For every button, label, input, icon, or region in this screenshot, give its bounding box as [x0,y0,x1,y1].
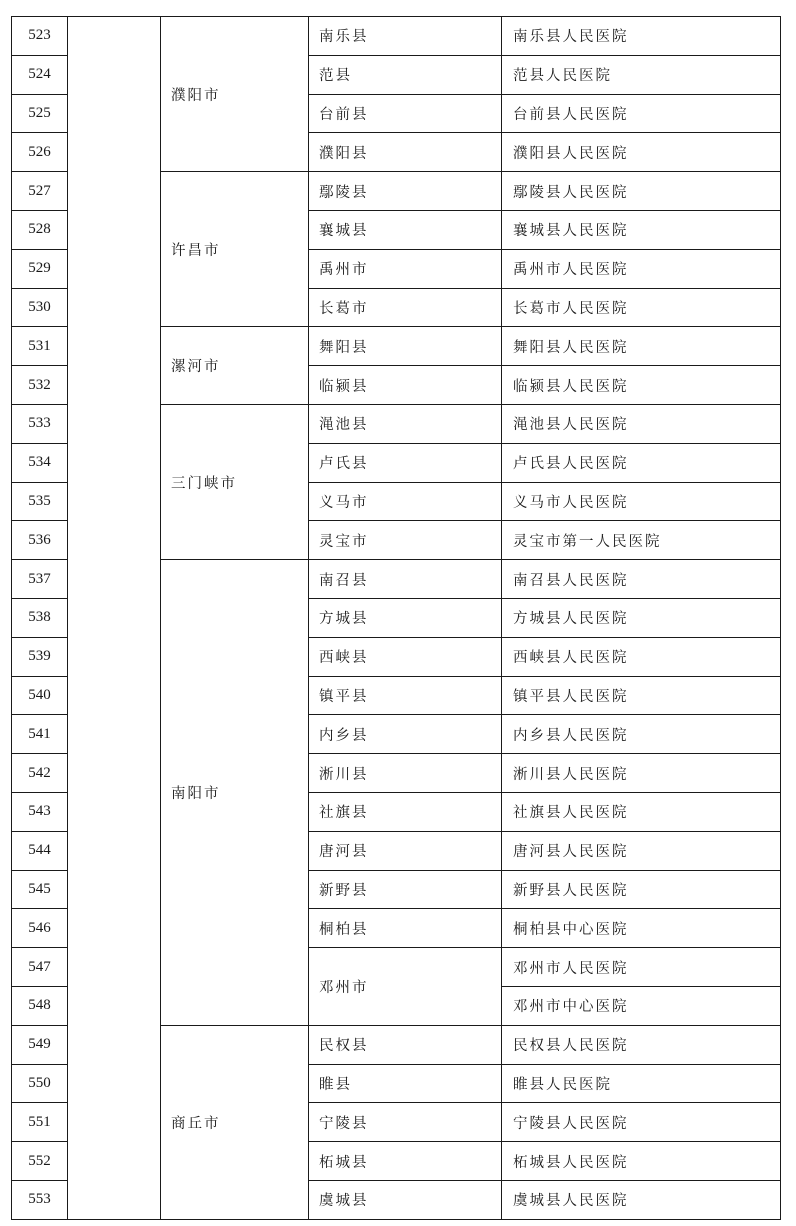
county-cell: 民权县 [309,1025,502,1064]
county-cell: 西峡县 [309,637,502,676]
row-number: 527 [12,172,68,211]
county-cell: 灵宝市 [309,521,502,560]
row-number: 552 [12,1142,68,1181]
county-cell: 内乡县 [309,715,502,754]
county-cell: 南召县 [309,560,502,599]
hospital-cell: 临颍县人民医院 [502,366,781,405]
county-cell: 南乐县 [309,17,502,56]
city-cell: 漯河市 [161,327,309,405]
row-number: 524 [12,55,68,94]
hospital-cell: 虞城县人民医院 [502,1180,781,1219]
hospital-cell: 唐河县人民医院 [502,831,781,870]
county-cell: 鄢陵县 [309,172,502,211]
hospital-cell: 新野县人民医院 [502,870,781,909]
hospital-cell: 鄢陵县人民医院 [502,172,781,211]
county-cell: 唐河县 [309,831,502,870]
hospital-cell: 南乐县人民医院 [502,17,781,56]
county-cell: 范县 [309,55,502,94]
table-body [12,17,781,1220]
county-cell: 台前县 [309,94,502,133]
hospital-cell: 邓州市中心医院 [502,986,781,1025]
hospital-cell: 襄城县人民医院 [502,210,781,249]
county-cell: 方城县 [309,598,502,637]
row-number: 543 [12,792,68,831]
hospital-cell: 桐柏县中心医院 [502,909,781,948]
row-number: 538 [12,598,68,637]
hospital-cell: 灵宝市第一人民医院 [502,521,781,560]
row-number: 548 [12,986,68,1025]
hospital-cell: 民权县人民医院 [502,1025,781,1064]
row-number: 525 [12,94,68,133]
row-number: 535 [12,482,68,521]
row-number: 537 [12,560,68,599]
row-number: 530 [12,288,68,327]
hospital-list-table [11,16,781,1220]
hospital-cell: 内乡县人民医院 [502,715,781,754]
hospital-cell: 柘城县人民医院 [502,1142,781,1181]
hospital-cell: 义马市人民医院 [502,482,781,521]
hospital-cell: 方城县人民医院 [502,598,781,637]
county-cell: 淅川县 [309,754,502,793]
county-cell: 临颍县 [309,366,502,405]
hospital-cell: 濮阳县人民医院 [502,133,781,172]
city-cell: 三门峡市 [161,404,309,559]
county-cell: 桐柏县 [309,909,502,948]
row-number: 528 [12,210,68,249]
county-cell: 社旗县 [309,792,502,831]
row-number: 547 [12,948,68,987]
table-row [12,17,781,56]
row-number: 541 [12,715,68,754]
county-cell: 濮阳县 [309,133,502,172]
row-number: 532 [12,366,68,405]
county-cell: 禹州市 [309,249,502,288]
hospital-cell: 卢氏县人民医院 [502,443,781,482]
hospital-cell: 社旗县人民医院 [502,792,781,831]
row-number: 531 [12,327,68,366]
hospital-cell: 舞阳县人民医院 [502,327,781,366]
county-cell: 义马市 [309,482,502,521]
row-number: 536 [12,521,68,560]
city-cell: 濮阳市 [161,17,309,172]
hospital-cell: 淅川县人民医院 [502,754,781,793]
county-cell: 睢县 [309,1064,502,1103]
row-number: 526 [12,133,68,172]
row-number: 544 [12,831,68,870]
row-number: 542 [12,754,68,793]
row-number: 545 [12,870,68,909]
row-number: 540 [12,676,68,715]
row-number: 553 [12,1180,68,1219]
hospital-cell: 南召县人民医院 [502,560,781,599]
hospital-cell: 睢县人民医院 [502,1064,781,1103]
row-number: 523 [12,17,68,56]
hospital-cell: 禹州市人民医院 [502,249,781,288]
row-number: 549 [12,1025,68,1064]
row-number: 529 [12,249,68,288]
province-cell [68,17,161,1220]
hospital-cell: 宁陵县人民医院 [502,1103,781,1142]
county-cell: 渑池县 [309,404,502,443]
county-cell: 长葛市 [309,288,502,327]
county-cell: 柘城县 [309,1142,502,1181]
county-cell: 卢氏县 [309,443,502,482]
city-cell: 商丘市 [161,1025,309,1219]
hospital-cell: 邓州市人民医院 [502,948,781,987]
county-cell: 新野县 [309,870,502,909]
row-number: 534 [12,443,68,482]
row-number: 551 [12,1103,68,1142]
county-cell: 邓州市 [309,948,502,1026]
hospital-cell: 西峡县人民医院 [502,637,781,676]
row-number: 533 [12,404,68,443]
county-cell: 虞城县 [309,1180,502,1219]
row-number: 546 [12,909,68,948]
county-cell: 宁陵县 [309,1103,502,1142]
county-cell: 镇平县 [309,676,502,715]
city-cell: 南阳市 [161,560,309,1026]
row-number: 539 [12,637,68,676]
city-cell: 许昌市 [161,172,309,327]
row-number: 550 [12,1064,68,1103]
hospital-cell: 渑池县人民医院 [502,404,781,443]
county-cell: 舞阳县 [309,327,502,366]
hospital-cell: 镇平县人民医院 [502,676,781,715]
hospital-cell: 台前县人民医院 [502,94,781,133]
county-cell: 襄城县 [309,210,502,249]
hospital-cell: 长葛市人民医院 [502,288,781,327]
hospital-cell: 范县人民医院 [502,55,781,94]
